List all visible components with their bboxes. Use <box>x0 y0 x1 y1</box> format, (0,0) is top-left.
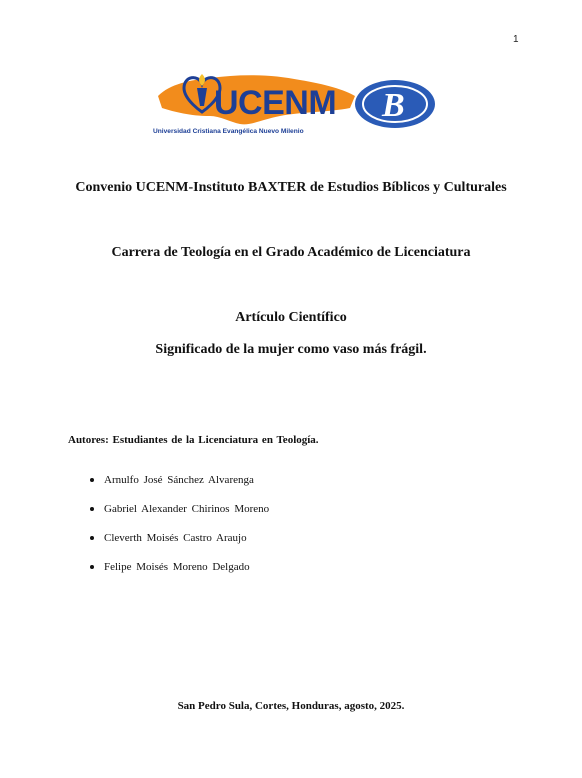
page-number: 1 <box>513 34 519 45</box>
logo-tagline: Universidad Cristiana Evangélica Nuevo Milenio <box>153 128 304 135</box>
author-name: Cleverth Moisés Castro Araujo <box>104 532 247 544</box>
bullet-icon <box>90 507 94 511</box>
bullet-icon <box>90 536 94 540</box>
svg-text:B: B <box>382 87 405 124</box>
bullet-icon <box>90 565 94 569</box>
article-subject: Significado de la mujer como vaso más frágil. <box>155 342 427 357</box>
author-list <box>90 474 269 590</box>
list-item <box>90 532 269 561</box>
list-item <box>90 474 269 503</box>
author-name: Felipe Moisés Moreno Delgado <box>104 561 250 573</box>
authors-heading: Autores: Estudiantes de la Licenciatura en Teología. <box>68 434 319 446</box>
document-type: Artículo Científico <box>235 310 347 325</box>
logo-wordmark: UCENM <box>214 84 337 122</box>
bullet-icon <box>90 478 94 482</box>
list-item <box>90 503 269 532</box>
agreement-title: Convenio UCENM-Instituto BAXTER de Estudios Bíblicos y Culturales <box>75 180 507 195</box>
program-title: Carrera de Teología en el Grado Académico de Licenciatura <box>111 245 471 260</box>
list-item <box>90 561 269 590</box>
place-date-footer: San Pedro Sula, Cortes, Honduras, agosto, 2025. <box>177 700 405 712</box>
author-name: Gabriel Alexander Chirinos Moreno <box>104 503 270 515</box>
author-name: Arnulfo José Sánchez Alvarenga <box>104 474 254 486</box>
